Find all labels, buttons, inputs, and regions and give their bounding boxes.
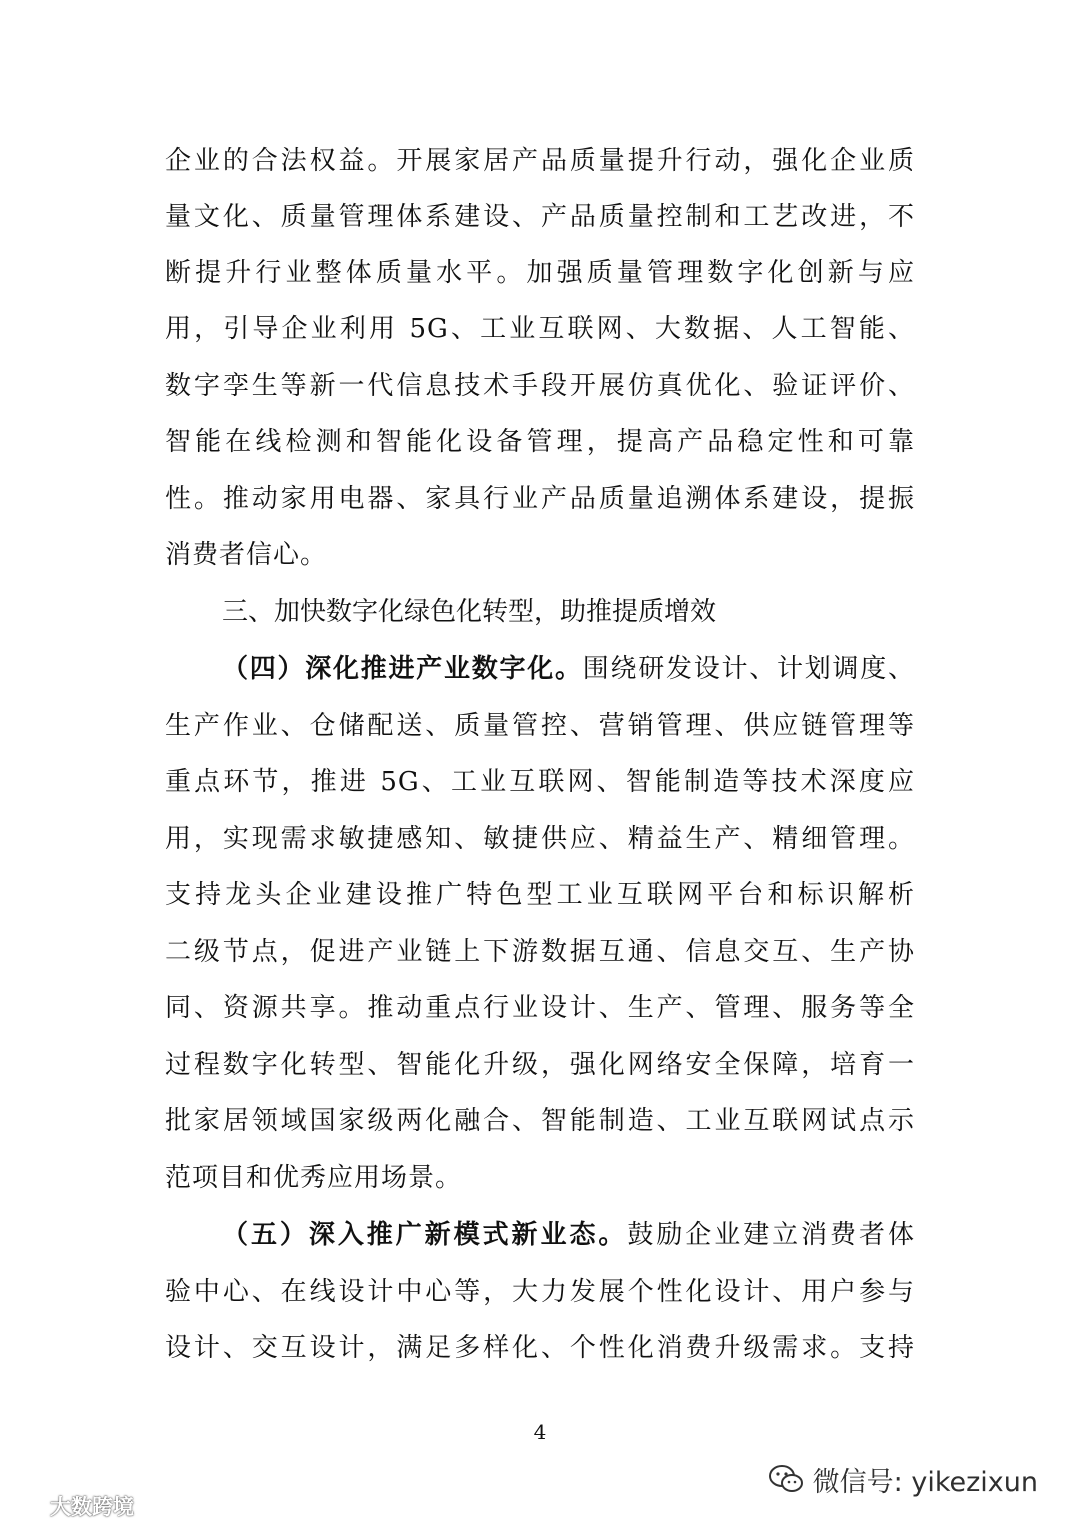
text-line: 用，实现需求敏捷感知、敏捷供应、精益生产、精细管理。 [165,824,915,854]
text-line: 数字孪生等新一代信息技术手段开展仿真优化、验证评价、 [165,371,915,401]
text-line: 性。推动家用电器、家具行业产品质量追溯体系建设，提振 [165,484,915,514]
page-number: 4 [533,1420,547,1444]
wechat-id-text: 微信号: yikezixun [812,1466,1038,1498]
text-line: 二级节点，促进产业链上下游数据互通、信息交互、生产协 [165,937,915,967]
section-4-first-line-text: 围绕研发设计、计划调度、 [582,654,915,684]
section-heading: 三、加快数字化绿色化转型，助推提质增效 [222,597,717,627]
text-line: 断提升行业整体质量水平。加强质量管理数字化创新与应 [165,258,915,288]
brand-watermark [6,1492,134,1520]
section-5-first-line [222,1217,915,1253]
text-line: 智能在线检测和智能化设备管理，提高产品稳定性和可靠 [165,427,915,457]
text-line: 支持龙头企业建设推广特色型工业互联网平台和标识解析 [165,880,915,910]
text-line: 过程数字化转型、智能化升级，强化网络安全保障，培育一 [165,1050,915,1080]
brand-logo-icon [6,1494,46,1518]
text-line: 企业的合法权益。开展家居产品质量提升行动，强化企业质 [165,146,915,176]
text-line: 批家居领域国家级两化融合、智能制造、工业互联网试点示 [165,1106,915,1136]
text-line: 范项目和优秀应用场景。 [165,1163,463,1193]
section-5-first-line-text: 鼓励企业建立消费者体 [627,1220,915,1250]
section-4-first-line [222,651,915,687]
section-5-title: （五）深入推广新模式新业态。 [222,1220,628,1250]
wechat-icon [769,1464,803,1494]
text-line: 设计、交互设计，满足多样化、个性化消费升级需求。支持 [165,1333,915,1363]
text-line: 同、资源共享。推动重点行业设计、生产、管理、服务等全 [165,993,915,1023]
text-line: 用，引导企业利用 5G、工业互联网、大数据、人工智能、 [165,314,915,344]
text-line: 量文化、质量管理体系建设、产品质量控制和工艺改进，不 [165,202,915,232]
text-line: 验中心、在线设计中心等，大力发展个性化设计、用户参与 [165,1277,915,1307]
text-line: 消费者信心。 [165,540,328,570]
text-line: 生产作业、仓储配送、质量管控、营销管理、供应链管理等 [165,711,915,741]
wechat-watermark [769,1461,1038,1497]
section-4-title: （四）深化推进产业数字化。 [222,654,583,684]
text-line: 重点环节，推进 5G、工业互联网、智能制造等技术深度应 [165,767,915,797]
brand-watermark-text: 大数跨境 [50,1495,134,1519]
